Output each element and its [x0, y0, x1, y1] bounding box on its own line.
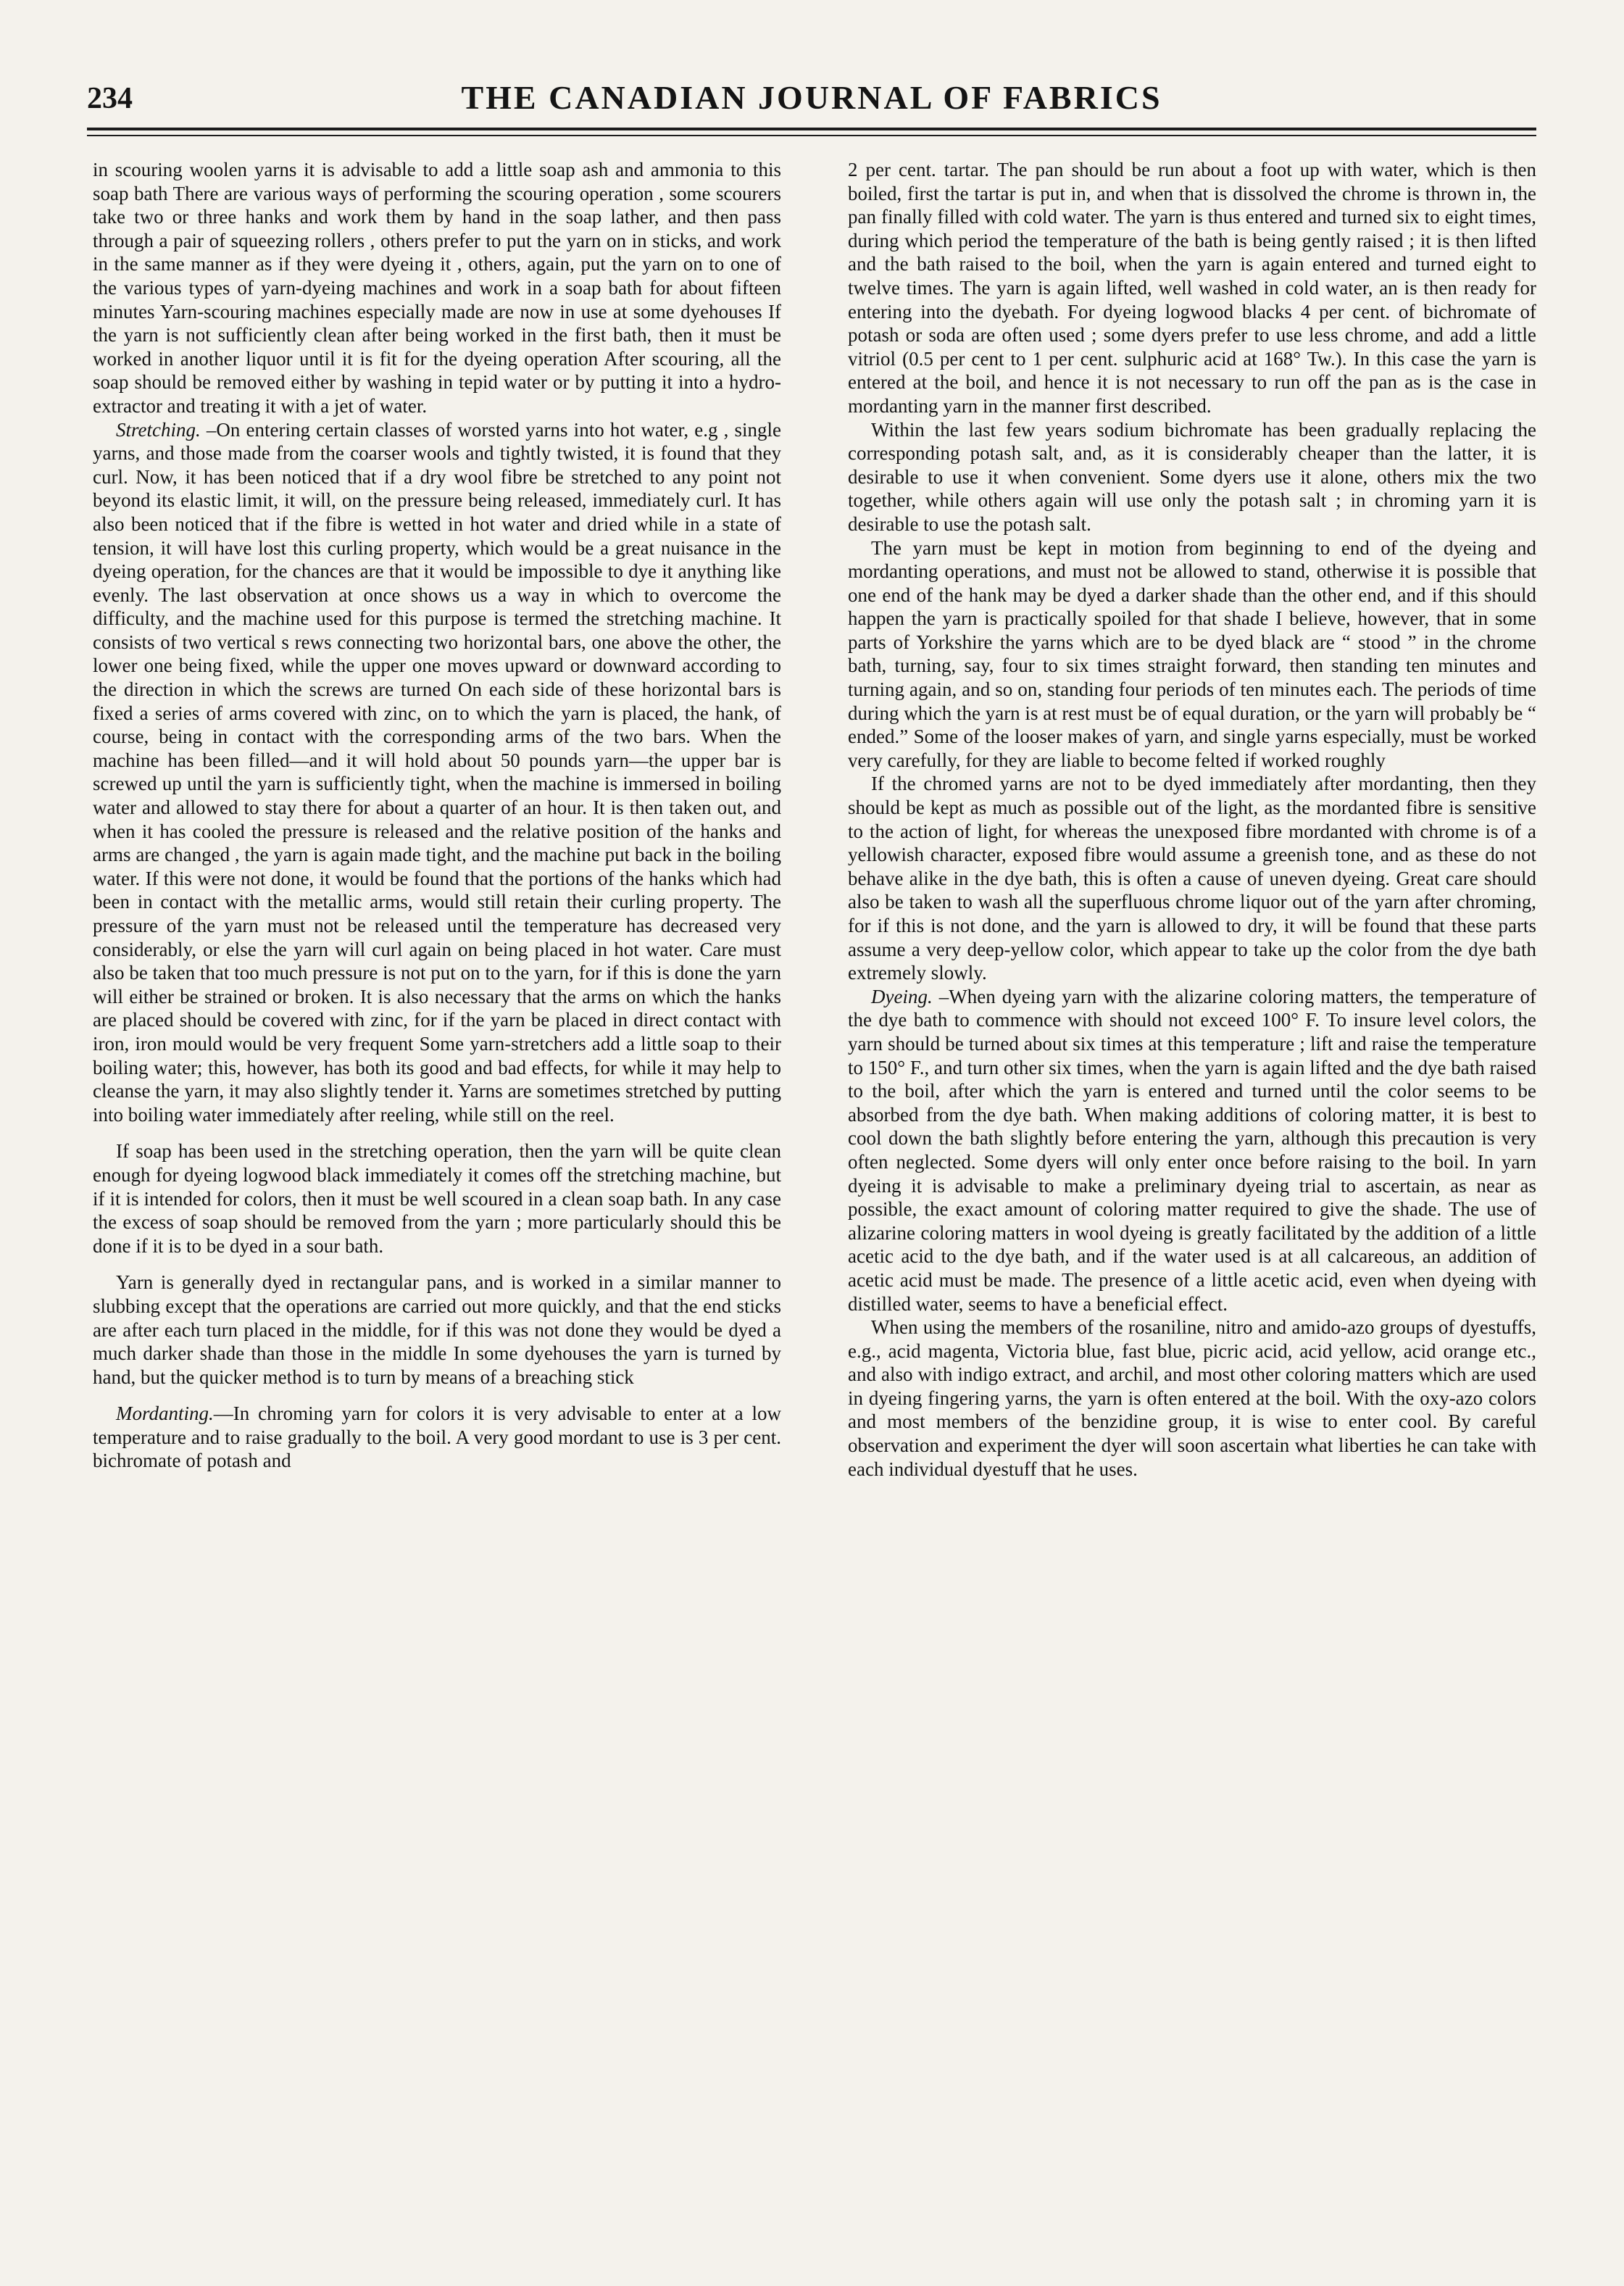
page-header [87, 78, 1536, 122]
right-paragraph-dyeing [848, 985, 1536, 1316]
page-number: 234 [87, 82, 133, 115]
left-paragraph-scouring: in scouring woolen yarns it is advisable to add a little soap ash and ammonia to this soap bath There are various ways of performing the scouring operation , some scourers take two or three hanks and work them by hand in the soap lather, and then pass through a pair of squeezing rollers , others prefer to put the yarn on in sticks, and work in the same manner as if they were dyeing it , others, again, put the yarn on to one of the various types of yarn-dyeing machines and work in a soap bath for about fifteen minutes Yarn-scouring machines especially made are now in use at some dyehouses If the yarn is not sufficiently clean after being worked in the first bath, then it must be worked in another liquor until it is fit for the dyeing operation After scouring, all the soap should be removed either by washing in tepid water or by putting it into a hydro-extractor and treating it with a jet of water. [93, 159, 781, 417]
left-paragraph-mordanting [93, 1402, 781, 1473]
left-paragraph-stretching [93, 418, 781, 1127]
right-paragraph-rosaniline: When using the members of the rosaniline, nitro and amido-azo groups of dyestuffs, e.g., acid magenta, Victoria blue, fast blue, picric acid, acid yellow, acid orange etc., and also with indigo extract, and archil, and most other coloring matters which are used in dyeing fingering yarns, the yarn is often entered at the boil. With the oxy-azo colors and most members of the benzidine group, it is wise to enter cool. By careful observation and experiment the dyer will soon ascertain what liberties he can take with each individual dyestuff that he uses. [848, 1316, 1536, 1480]
right-paragraph-sodium: Within the last few years sodium bichromate has been gradually replacing the corresponding potash salt, and, as it is considerably cheaper than the latter, it is desirable to use it when convenient. Some dyers use it alone, others mix the two together, while others again will use only the potash salt ; in chroming yarn it is desirable to use the potash salt. [848, 418, 1536, 535]
right-paragraph-motion: The yarn must be kept in motion from beginning to end of the dyeing and mordanting operations, and must not be allowed to stand, otherwise it is possible that one end of the hank may be dyed a darker shade than the other end, and if this should happen the yarn is practically spoiled for that shade I believe, however, that in some parts of Yorkshire the yarns which are to be dyed black are “ stood ” in the chrome bath, turning, say, four to six times straight forward, then standing ten minutes and turning again, and so on, standing four periods of ten minutes each. The periods of time during which the yarn is at rest must be of equal duration, or the yarn will probably be “ ended.” Some of the looser makes of yarn, and single yarns especially, must be worked very carefully, for they are liable to become felted if worked roughly [848, 536, 1536, 771]
right-paragraph-chromed: If the chromed yarns are not to be dyed immediately after mordanting, then they should be kept as much as possible out of the light, as the mordanted fibre is sensitive to the action of light, for whereas the unexposed fibre mordanted with chrome is of a yellowish character, exposed fibre would assume a greenish tone, and as these do not behave alike in the dye bath, this is often a cause of uneven dyeing. Great care should also be taken to wash all the superfluous chrome liquor out of the yarn after chroming, for if this is not done, and the yarn is allowed to dry, it will be found that these parts assume a very deep-yellow color, which appear to take up the color from the dye bath extremely slowly. [848, 773, 1536, 984]
journal-title: THE CANADIAN JOURNAL OF FABRICS [461, 79, 1162, 116]
mordanting-text: —In chroming yarn for colors it is very advisable to enter at a low temperature and to raise gradually to the boil. A very good mordant to use is 3 per cent. bichromate of potash and [93, 1402, 781, 1472]
left-column [93, 158, 781, 1473]
right-column [848, 158, 1536, 1481]
stretching-text: –On entering certain classes of worsted yarns into hot water, e.g , single yarns, and those made from the coarser wools and tightly twisted, it is found that they curl. Now, it has been noticed that if a dry wool fibre be stretched to any point not beyond its elastic limit, it will, on the pressure being released, immediately curl. It has also been noticed that if the fibre is wetted in hot water and dried while in a state of tension, it will have lost this curling property, which would be a great nuisance in the dyeing operation, for the chances are that it would be impossible to dye it anything like evenly. The last observation at once shows us a way in which to overcome the difficulty, and the machine used for this purpose is termed the stretching machine. It consists of two vertical s rews connecting two horizontal bars, one above the other, the lower one being fixed, while the upper one moves upward or downward according to the direction in which the screws are turned On each side of these horizontal bars is fixed a series of arms covered with zinc, on to which the yarn is placed, the hank, of course, being in contact with the corresponding arms of the two bars. When the machine has been filled—and it will hold about 50 pounds yarn—the upper bar is screwed up until the yarn is sufficiently tight, when the machine is immersed in boiling water and allowed to stay there for about a quarter of an hour. It is then taken out, and when it has cooled the pressure is released and the relative position of the hanks and arms are changed , the yarn is again made tight, and the machine put back in the boiling water. If this were not done, it would be found that the portions of the hanks which had been in contact with the metallic arms, would still retain their curling property. The pressure of the yarn must not be released until the temperature has decreased very considerably, or else the yarn will curl again on being placed in hot water. Care must also be taken that too much pressure is not put on to the yarn, for if this is done the yarn will either be strained or broken. It is also necessary that the arms on which the hanks are placed should be covered with zinc, for if the yarn be placed in direct contact with iron, iron mould would be very frequent Some yarn-stretchers add a little soap to their boiling water; this, however, has both its good and bad effects, for while it may help to cleanse the yarn, it may also slightly tender it. Yarns are sometimes stretched by putting into boiling water immediately after reeling, while still on the reel. [93, 418, 781, 1126]
mordanting-heading: Mordanting. [116, 1402, 214, 1425]
stretching-heading: Stretching. [116, 418, 201, 441]
header-rule-thick [87, 128, 1536, 130]
left-paragraph-soap: If soap has been used in the stretching operation, then the yarn will be quite clean enough for dyeing logwood black immediately it comes off the stretching machine, but if it is intended for colors, then it must be well scoured in a clean soap bath. In any case the excess of soap should be removed from the yarn ; more particularly should this be done if it is to be dyed in a sour bath. [93, 1140, 781, 1257]
right-paragraph-tartar: 2 per cent. tartar. The pan should be run about a foot up with water, which is then boiled, first the tartar is put in, and when that is dissolved the chrome is thrown in, the pan finally filled with cold water. The yarn is thus entered and turned six to eight times, during which period the temperature of the bath is being gently raised ; it is then lifted and the bath raised to the boil, when the yarn is again entered and turned eight to twelve times. The yarn is again lifted, well washed in cold water, an is then ready for entering into the dyebath. For dyeing logwood blacks 4 per cent. of bichromate of potash or soda are often used ; some dyers prefer to use less chrome, and add a little vitriol (0.5 per cent to 1 per cent. sulphuric acid at 168° Tw.). In this case the yarn is entered at the boil, and hence it is not necessary to run off the pan as is the case in mordanting yarn in the manner first described. [848, 159, 1536, 417]
dyeing-heading: Dyeing. [871, 985, 933, 1007]
dyeing-text: –When dyeing yarn with the alizarine coloring matters, the temperature of the dye bath to commence with should not exceed 100° F. To insure level colors, the yarn should be turned about six times at this temperature ; lift and raise the temperature to 150° F., and turn other six times, when the yarn is again lifted and the dye bath raised to the boil, after which the yarn is entered and turned until the color seems to be absorbed from the dye bath. When making additions of coloring matter, it is best to cool down the bath slightly before entering the yarn, although this precaution is very often neglected. Some dyers will only enter once before raising to the boil. In yarn dyeing it is advisable to make a preliminary dyeing trial to ascertain, as near as possible, the exact amount of coloring matter required to give the shade. The use of alizarine coloring matters in wool dyeing is greatly facilitated by the addition of a little acetic acid to the dye bath, and if the water used is at all calcareous, an addition of acetic acid must be made. The presence of a little acetic acid, even when dyeing with distilled water, seems to have a beneficial effect. [848, 985, 1536, 1315]
left-paragraph-pans: Yarn is generally dyed in rectangular pans, and is worked in a similar manner to slubbing except that the operations are carried out more quickly, and that the end sticks are after each turn placed in the middle, for if this was not done they would be dyed a much darker shade than those in the middle In some dyehouses the yarn is turned by hand, but the quicker method is to turn by means of a breaching stick [93, 1271, 781, 1388]
header-rule-thin [87, 135, 1536, 136]
